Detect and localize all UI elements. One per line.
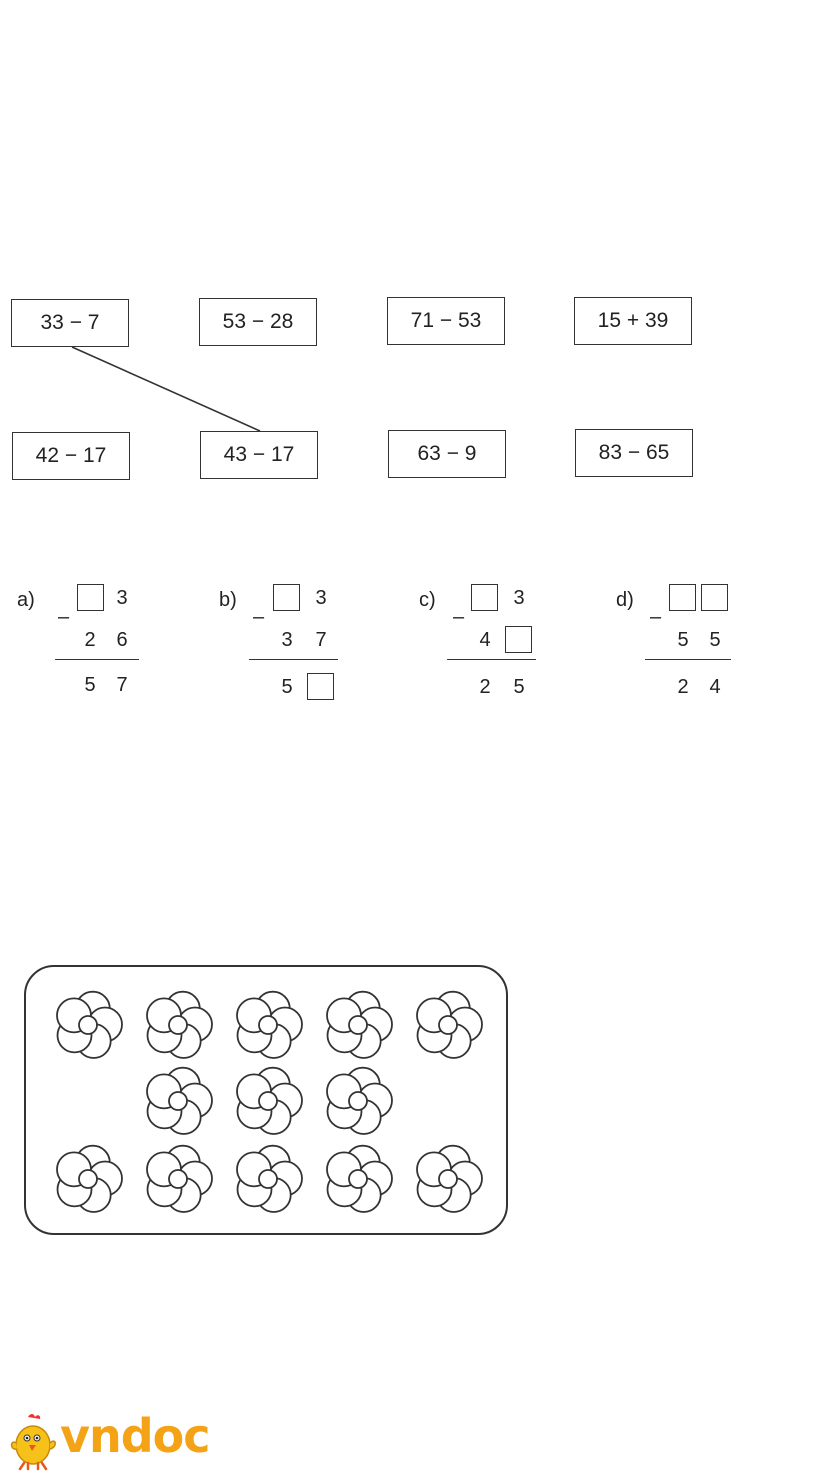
subtraction-a — [17, 578, 217, 708]
digit: 3 — [513, 587, 525, 609]
digit: 5 — [709, 629, 721, 651]
expr-bottom-3[interactable]: 63 − 9 — [388, 430, 506, 478]
answer-box[interactable] — [77, 584, 104, 611]
sum-line — [249, 659, 338, 660]
digit: 2 — [479, 676, 491, 698]
flower-icon — [50, 987, 126, 1063]
expr-top-4[interactable]: 15 + 39 — [574, 297, 692, 345]
digit: 5 — [281, 676, 293, 698]
problem-label: a) — [17, 589, 35, 611]
flower-icon — [230, 1141, 306, 1217]
flower-icon — [410, 1141, 486, 1217]
digit: 4 — [479, 629, 491, 651]
flower-icon — [230, 1063, 306, 1139]
sum-line — [447, 659, 536, 660]
flower-icon — [140, 987, 216, 1063]
answer-box[interactable] — [669, 584, 696, 611]
digit: 4 — [709, 676, 721, 698]
problem-label: d) — [616, 589, 634, 611]
flower-icon — [320, 1141, 396, 1217]
minus-sign: – — [650, 606, 662, 628]
flower-icon — [50, 1141, 126, 1217]
digit: 3 — [315, 587, 327, 609]
chick-mascot-icon — [6, 1413, 60, 1471]
vndoc-logo — [6, 1409, 220, 1471]
answer-box[interactable] — [471, 584, 498, 611]
digit: 2 — [84, 629, 96, 651]
subtraction-c — [419, 578, 619, 708]
flower-panel — [24, 965, 508, 1235]
digit: 2 — [677, 676, 689, 698]
flower-icon — [410, 987, 486, 1063]
digit: 3 — [281, 629, 293, 651]
problem-label: b) — [219, 589, 237, 611]
sum-line — [55, 659, 139, 660]
digit: 5 — [84, 674, 96, 696]
answer-box[interactable] — [273, 584, 300, 611]
flower-icon — [230, 987, 306, 1063]
flower-icon — [320, 987, 396, 1063]
minus-sign: – — [58, 606, 70, 628]
expr-top-2[interactable]: 53 − 28 — [199, 298, 317, 346]
expr-bottom-2[interactable]: 43 − 17 — [200, 431, 318, 479]
sum-line — [645, 659, 731, 660]
digit: 3 — [116, 587, 128, 609]
logo-text: vndoc — [60, 1409, 210, 1463]
digit: 7 — [116, 674, 128, 696]
answer-box[interactable] — [307, 673, 334, 700]
digit: 6 — [116, 629, 128, 651]
digit: 7 — [315, 629, 327, 651]
subtraction-d — [616, 578, 816, 708]
flower-icon — [320, 1063, 396, 1139]
problem-label: c) — [419, 589, 436, 611]
answer-box[interactable] — [701, 584, 728, 611]
subtraction-b — [219, 578, 419, 708]
connector-line — [0, 0, 831, 500]
expr-bottom-4[interactable]: 83 − 65 — [575, 429, 693, 477]
flower-icon — [140, 1141, 216, 1217]
expr-top-3[interactable]: 71 − 53 — [387, 297, 505, 345]
expr-bottom-1[interactable]: 42 − 17 — [12, 432, 130, 480]
expr-top-1[interactable]: 33 − 7 — [11, 299, 129, 347]
minus-sign: – — [453, 606, 465, 628]
answer-box[interactable] — [505, 626, 532, 653]
minus-sign: – — [253, 606, 265, 628]
digit: 5 — [513, 676, 525, 698]
flower-icon — [140, 1063, 216, 1139]
digit: 5 — [677, 629, 689, 651]
